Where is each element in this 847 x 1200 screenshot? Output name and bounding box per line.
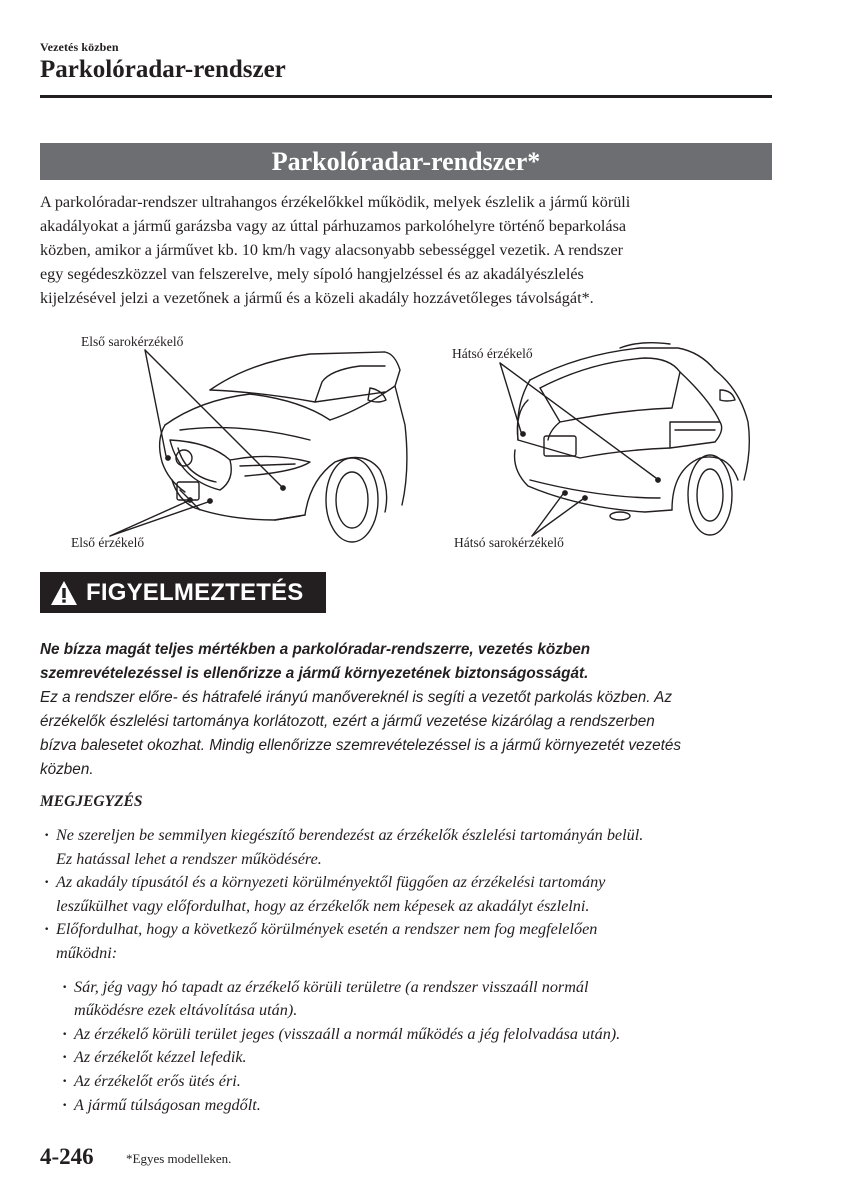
warning-line: Ez a rendszer előre- és hátrafelé irányú manővereknél is segíti a vezetőt parkolás közben. Az: [40, 689, 673, 706]
car-drawings: [60, 330, 760, 560]
note-line: Ez hatással lehet a rendszer működésére.: [56, 849, 322, 868]
note-line: · Ne szereljen be semmilyen kiegészítő berendezést az érzékelők észlelési tartományán belül.: [56, 826, 644, 844]
note-subline: · Az érzékelő körüli terület jeges (visszaáll a normál működés a jég felolvadása után).: [74, 1024, 621, 1043]
warning-triangle-icon: [50, 580, 78, 606]
section-title-bar: Parkolóradar-rendszer*: [40, 143, 772, 180]
rear-car-drawing: [500, 343, 749, 536]
warning-line: érzékelők észlelési tartománya korlátozott, ezért a jármű vezetése kizárólag a rendszerben: [40, 713, 655, 730]
note-title: MEGJEGYZÉS: [40, 793, 143, 810]
intro-line: kijelzésével jelzi a vezetőnek a jármű és a közeli akadály hozzávetőleges távolságát*.: [40, 289, 594, 307]
intro-line: akadályokat a jármű garázsba vagy az úttal párhuzamos parkolóhelyre történő beparkolása: [40, 217, 627, 235]
warning-text: [40, 638, 780, 782]
warning-badge: [40, 572, 326, 613]
sensor-illustration: [60, 330, 760, 560]
note-subline: · Sár, jég vagy hó tapadt az érzékelő körüli területre (a rendszer visszaáll normál: [74, 977, 589, 996]
warning-line: bízva balesetet okozhat. Mindig ellenőrizze szemrevételezéssel is a jármű környezetét vezetés: [40, 737, 682, 754]
note-line: működni:: [56, 943, 118, 962]
front-car-drawing: [110, 350, 407, 542]
note-item: [40, 871, 790, 918]
note-line: leszűkülhet vagy előfordulhat, hogy az érzékelők nem képesek az akadályt észlelni.: [56, 896, 590, 915]
note-subline: működésre ezek eltávolítása után).: [74, 1001, 298, 1020]
note-subline: · A jármű túlságosan megdőlt.: [74, 1095, 261, 1114]
note-subitem: [40, 1046, 790, 1070]
header-divider: [40, 95, 772, 98]
note-line: · Előfordulhat, hogy a következő körülmények esetén a rendszer nem fog megfelelően: [56, 920, 598, 939]
label-front-sensor: Első érzékelő: [71, 535, 145, 550]
intro-line: közben, amikor a járművet kb. 10 km/h vagy alacsonyabb sebességgel vezetik. A rendszer: [40, 241, 624, 259]
note-line: · Az akadály típusától és a környezeti körülményektől függően az érzékelési tartomány: [56, 873, 606, 892]
warning-title: FIGYELMEZTETÉS: [86, 578, 304, 606]
note-subitem: [40, 1094, 790, 1118]
page-number: 4-246: [40, 1144, 94, 1169]
label-rear-corner-sensor: Hátsó sarokérzékelő: [454, 535, 564, 550]
intro-line: egy segédeszközzel van felszerelve, mely sípoló hangjelzéssel és az akadályészlelés: [40, 265, 584, 283]
note-item: [40, 918, 790, 965]
note-subline: · Az érzékelőt kézzel lefedik.: [74, 1048, 247, 1067]
warning-bold-line: szemrevételezéssel is ellenőrizze a jármű környezetének biztonságosságát.: [40, 665, 589, 682]
note-sublist: [40, 976, 790, 1118]
intro-line: A parkolóradar-rendszer ultrahangos érzékelőkkel működik, melyek észlelik a jármű körüli: [40, 193, 631, 211]
note-item: [40, 824, 790, 871]
note-subitem: [40, 976, 790, 1023]
label-rear-sensor: Hátsó érzékelő: [452, 346, 533, 361]
note-subline: · Az érzékelőt erős ütés éri.: [74, 1071, 241, 1090]
warning-bold-line: Ne bízza magát teljes mértékben a parkolóradar-rendszerre, vezetés közben: [40, 641, 591, 658]
warning-line: közben.: [40, 761, 94, 778]
note-subitem: [40, 1070, 790, 1094]
footnote: *Egyes modelleken.: [126, 1151, 232, 1166]
note-subitem: [40, 1023, 790, 1047]
header-kicker: Vezetés közben: [40, 40, 119, 54]
intro-paragraph: [40, 190, 780, 310]
label-front-corner-sensor: Első sarokérzékelő: [81, 334, 184, 349]
note-list: [40, 824, 790, 1117]
page-title: Parkolóradar-rendszer: [40, 56, 286, 83]
